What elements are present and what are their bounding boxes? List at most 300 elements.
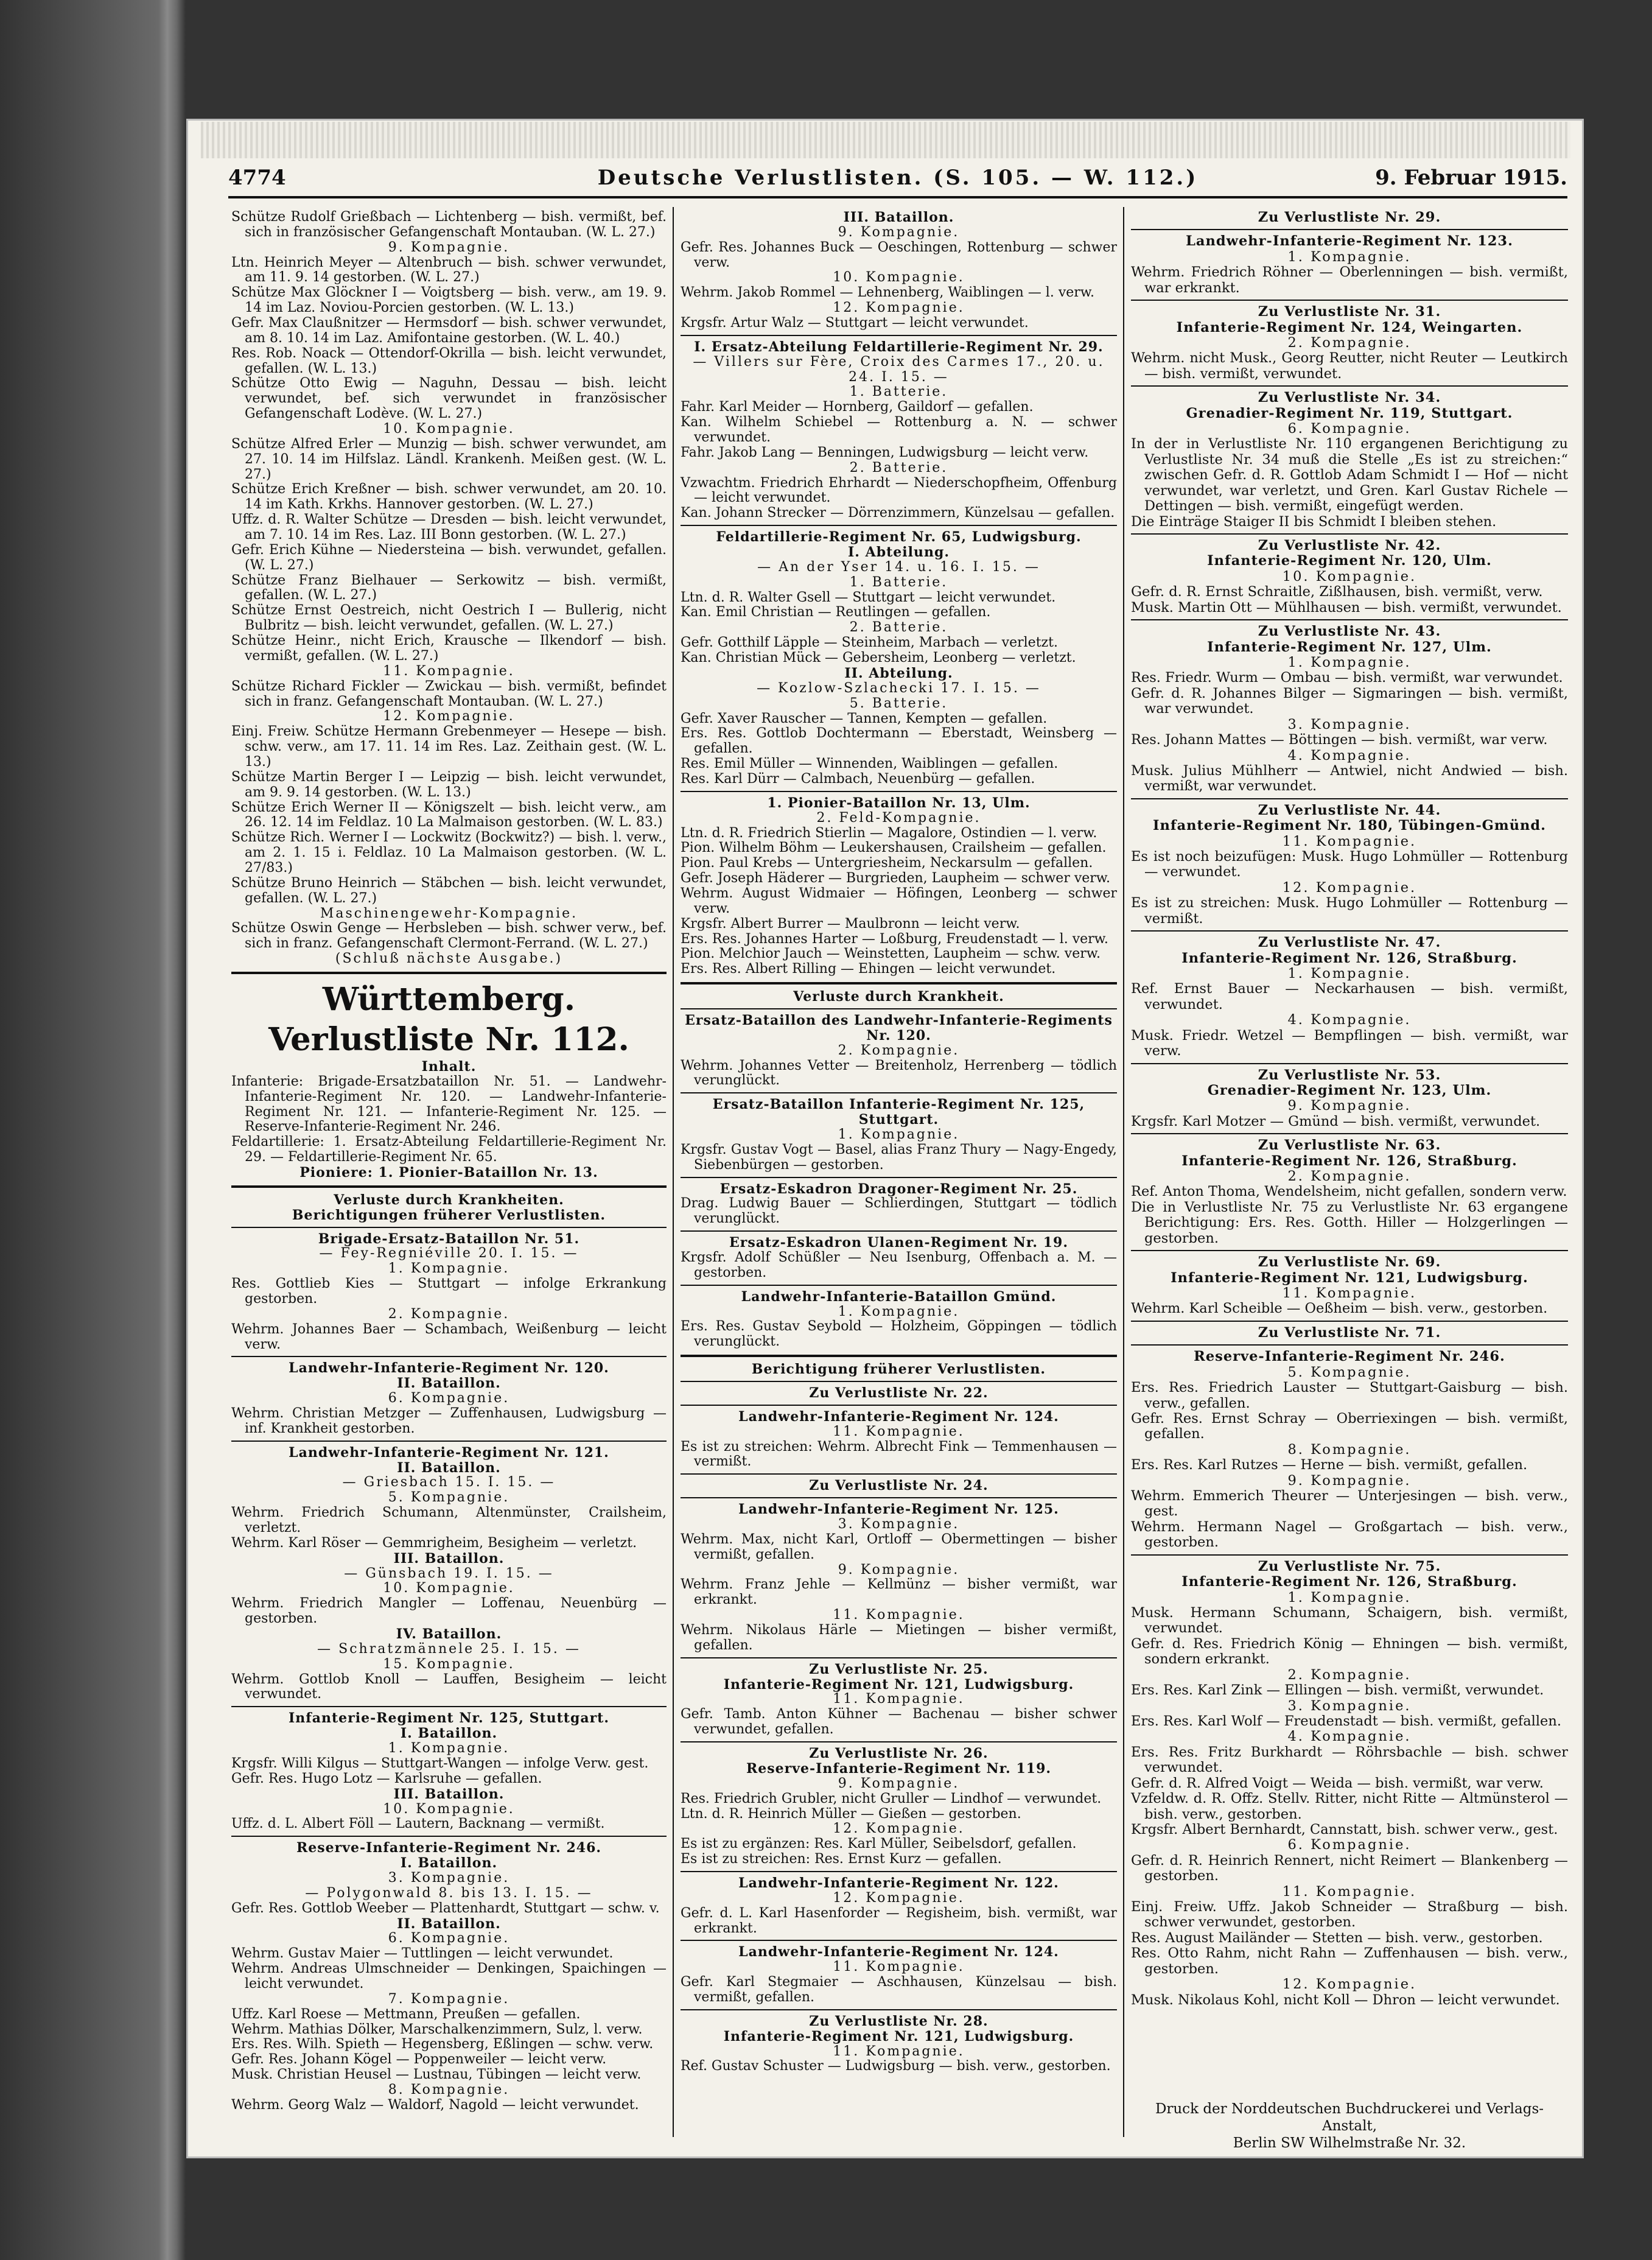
section-heading: 12. Kompagnie. — [833, 1821, 965, 1837]
section-heading: 7. Kompagnie. — [388, 1991, 510, 2007]
section-heading: 8. Kompagnie. — [388, 2082, 510, 2097]
section-heading: 1. Kompagnie. — [1287, 248, 1412, 265]
section-heading: Zu Verlustliste Nr. 47. — [1258, 935, 1441, 951]
section-heading: 2. Kompagnie. — [1287, 1666, 1412, 1683]
column-2 — [681, 210, 1117, 2074]
section-rule — [1131, 1321, 1568, 1322]
section-rule — [681, 2009, 1117, 2010]
casualty-entry: Krgsfr. Albert Burrer — Maulbronn — leicht verw. — [681, 916, 1020, 932]
section-rule — [681, 1177, 1117, 1178]
section-rule — [1131, 533, 1568, 535]
imprint-line-1: Druck der Norddeutschen Buchdruckerei und Verlags-Anstalt, — [1155, 2101, 1544, 2134]
casualty-entry: Wehrm. Jakob Rommel — Lehnenberg, Waiblingen — l. verw. — [681, 285, 1095, 301]
section-heading: 11. Kompagnie. — [1282, 833, 1417, 849]
section-heading: 6. Kompagnie. — [388, 1391, 510, 1406]
casualty-entry: Wehrm. nicht Musk., Georg Reutter, nicht Reuter — Leutkirch — bish. vermißt, verwundet. — [1131, 350, 1568, 382]
section-heading: 11. Kompagnie. — [1282, 1883, 1417, 1900]
casualty-entry: Es ist zu ergänzen: Res. Karl Müller, Seibelsdorf, gefallen. — [681, 1836, 1077, 1852]
casualty-entry: Gefr. d. Res. Friedrich König — Ehningen — bish. vermißt, sondern erkrankt. — [1131, 1635, 1568, 1668]
casualty-entry: Ltn. d. R. Friedrich Stierlin — Magalore, Ostindien — l. verw. — [681, 825, 1097, 841]
casualty-entry: Wehrm. Emmerich Theurer — Unterjesingen — bish. verw., gest. — [1131, 1488, 1568, 1520]
section-heading: II. Bataillon. — [397, 1915, 501, 1932]
casualty-entry: Krgsfr. Albert Bernhardt, Cannstatt, bish. schwer verw., gest. — [1131, 1821, 1558, 1837]
casualty-entry: Kan. Christian Mück — Gebersheim, Leonberg — verletzt. — [681, 650, 1076, 666]
section-heading: 12. Kompagnie. — [833, 300, 965, 316]
section-rule — [681, 982, 1117, 984]
section-rule — [1131, 1133, 1568, 1134]
section-heading: 9. Kompagnie. — [388, 239, 510, 255]
casualty-entry: Schütze Otto Ewig — Naguhn, Dessau — bish. leicht verwundet, bef. sich verwundet in französischer Gefangenschaft Lodève. (W. L. 27.) — [231, 376, 667, 422]
column-divider-2 — [1123, 207, 1124, 2137]
section-heading: 1. Batterie. — [849, 384, 948, 400]
section-heading: Zu Verlustliste Nr. 34. — [1258, 390, 1441, 406]
section-heading: 11. Kompagnie. — [383, 663, 515, 679]
casualty-entry: Fahr. Karl Meider — Hornberg, Gaildorf — gefallen. — [681, 399, 1034, 415]
section-heading: 6. Kompagnie. — [1287, 1837, 1412, 1853]
section-heading: Landwehr-Infanterie-Regiment Nr. 124. — [738, 1944, 1059, 1960]
section-rule — [1131, 229, 1568, 230]
publication-title: Deutsche Verlustlisten. (S. 105. — W. 112.) — [597, 166, 1199, 190]
section-heading: Infanterie-Regiment Nr. 121, Ludwigsburg. — [1171, 1269, 1528, 1286]
casualty-entry: Gefr. Tamb. Anton Kühner — Bachenau — bisher schwer verwundet, gefallen. — [681, 1707, 1117, 1738]
casualty-entry: Gefr. d. R. Alfred Voigt — Weida — bish. vermißt, war verw. — [1131, 1775, 1544, 1791]
section-rule — [681, 1497, 1117, 1498]
section-heading: 2. Kompagnie. — [838, 1042, 960, 1058]
section-heading: 4. Kompagnie. — [1287, 747, 1412, 763]
section-heading: I. Abteilung. — [848, 544, 950, 561]
section-heading: 2. Kompagnie. — [388, 1306, 510, 1322]
casualty-entry: Pion. Paul Krebs — Untergriesheim, Neckarsulm — gefallen. — [681, 855, 1093, 871]
casualty-entry: Wehrm. Franz Jehle — Kellmünz — bisher vermißt, war erkrankt. — [681, 1577, 1117, 1608]
casualty-entry: Wehrm. August Widmaier — Höfingen, Leonberg — schwer verw. — [681, 885, 1117, 916]
section-heading: 10. Kompagnie. — [1282, 568, 1417, 584]
section-rule — [681, 335, 1117, 336]
section-heading: 2. Batterie. — [849, 460, 948, 476]
section-rule — [681, 525, 1117, 526]
section-heading: III. Bataillon. — [393, 1550, 505, 1567]
section-rule — [231, 1706, 667, 1707]
list-title: Württemberg. Verlustliste Nr. 112. — [268, 980, 629, 1058]
section-heading: Verluste durch Krankheiten. — [334, 1191, 564, 1208]
casualty-entry: Schütze Erich Kreßner — bish. schwer verwundet, am 20. 10. 14 im Kath. Krkhs. Hannover gestorben. (W. L. 27.) — [231, 482, 667, 513]
section-heading: III. Bataillon. — [393, 1786, 505, 1802]
page-header — [228, 166, 1567, 195]
casualty-entry: Krgsfr. Adolf Schüßler — Neu Isenburg, Offenbach a. M. — gestorben. — [681, 1250, 1117, 1280]
section-heading: 12. Kompagnie. — [1282, 879, 1417, 896]
section-heading: — Günsbach 19. I. 15. — — [344, 1565, 554, 1581]
casualty-entry: Wehrm. Johannes Vetter — Breitenholz, Herrenberg — tödlich verunglückt. — [681, 1058, 1117, 1089]
casualty-entry: Einj. Freiw. Schütze Hermann Grebenmeyer — Hesepe — bish. schw. verw., am 17. 11. 14 im Res. Laz. Zeithain gest. (W. L. 13.) — [231, 724, 667, 770]
section-heading: — Schratzmännele 25. I. 15. — — [317, 1641, 581, 1657]
section-heading: 12. Kompagnie. — [1282, 1976, 1417, 1993]
casualty-entry: Uffz. d. R. Walter Schütze — Dresden — bish. leicht verwundet, am 7. 10. 14 im Res. Laz. III Bonn gestorben. (W. L. 27.) — [231, 512, 667, 543]
section-heading: Zu Verlustliste Nr. 42. — [1258, 538, 1441, 554]
casualty-entry: Gefr. Karl Stegmaier — Aschhausen, Künzelsau — bish. vermißt, gefallen. — [681, 1974, 1117, 2005]
section-heading: Infanterie-Regiment Nr. 126, Straßburg. — [1181, 1574, 1517, 1590]
section-rule — [681, 1230, 1117, 1232]
section-heading: — Fey-Regniéville 20. I. 15. — — [319, 1246, 579, 1262]
section-rule — [1131, 300, 1568, 301]
section-heading: Infanterie-Regiment Nr. 180, Tübingen-Gmünd. — [1153, 818, 1546, 834]
section-heading: II. Abteilung. — [844, 665, 953, 681]
casualty-entry: Res. Otto Rahm, nicht Rahn — Zuffenhausen — bish. verw., gestorben. — [1131, 1945, 1568, 1977]
section-heading: 1. Kompagnie. — [1287, 965, 1412, 981]
casualty-entry: Gefr. d. R. Heinrich Rennert, nicht Reimert — Blankenberg — gestorben. — [1131, 1852, 1568, 1884]
casualty-entry: Musk. Hermann Schumann, Schaigern, bish. vermißt, verwundet. — [1131, 1605, 1568, 1637]
casualty-entry: Kan. Wilhelm Schiebel — Rottenburg a. N. — schwer verwundet. — [681, 415, 1117, 446]
casualty-entry: Wehrm. Friedrich Mangler — Loffenau, Neuenbürg — gestorben. — [231, 1596, 667, 1627]
section-heading: — Kozlow-Szlachecki 17. I. 15. — — [757, 680, 1041, 696]
section-heading: — An der Yser 14. u. 16. I. 15. — — [757, 559, 1040, 575]
section-heading: Landwehr-Infanterie-Regiment Nr. 123. — [1186, 233, 1513, 250]
casualty-entry: Schütze Oswin Genge — Herbsleben — bish. schwer verw., bef. sich in franz. Gefangenschaft Clermont-Ferrand. (W. L. 27.) — [231, 921, 667, 952]
casualty-entry: Einj. Freiw. Uffz. Jakob Schneider — Straßburg — bish. schwer verwundet, gestorben. — [1131, 1899, 1568, 1931]
section-heading: 1. Kompagnie. — [388, 1261, 510, 1277]
section-heading: 3. Kompagnie. — [388, 1870, 510, 1886]
section-rule — [1131, 1554, 1568, 1556]
section-heading: IV. Bataillon. — [396, 1626, 502, 1643]
casualty-entry: Res. Friedrich Grubler, nicht Gruller — Lindhof — verwundet. — [681, 1791, 1102, 1806]
casualty-entry: Schütze Rudolf Grießbach — Lichtenberg — bish. vermißt, bef. sich in französischer Gefangenschaft Montauban. (W. L. 27.) — [231, 209, 667, 240]
casualty-entry: Vzwachtm. Friedrich Ehrhardt — Niederschopfheim, Offenburg — leicht verwundet. — [681, 475, 1117, 506]
casualty-entry: Gefr. Res. Hugo Lotz — Karlsruhe — gefallen. — [231, 1770, 542, 1786]
section-heading: Reserve-Infanterie-Regiment Nr. 119. — [746, 1760, 1052, 1777]
section-heading: Ersatz-Eskadron Dragoner-Regiment Nr. 25. — [719, 1181, 1078, 1197]
casualty-entry: Kan. Emil Christian — Reutlingen — gefallen. — [681, 605, 991, 620]
casualty-entry: Musk. Nikolaus Kohl, nicht Koll — Dhron — leicht verwundet. — [1131, 1992, 1560, 2008]
section-heading: 1. Kompagnie. — [838, 1126, 960, 1142]
casualty-entry: Ers. Res. Fritz Burkhardt — Röhrsbachle — bish. schwer verwundet. — [1131, 1744, 1568, 1776]
casualty-entry: Wehrm. Gottlob Knoll — Lauffen, Besigheim — leicht verwundet. — [231, 1671, 667, 1702]
section-heading: 9. Kompagnie. — [1287, 1472, 1412, 1489]
section-heading: Zu Verlustliste Nr. 28. — [809, 2013, 989, 2029]
section-heading: Maschinengewehr-Kompagnie. — [320, 905, 578, 921]
casualty-entry: Wehrm. Gustav Maier — Tuttlingen — leicht verwundet. — [231, 1946, 614, 1962]
section-rule — [681, 1473, 1117, 1475]
casualty-entry: Wehrm. Andreas Ulmschneider — Denkingen, Spaichingen — leicht verwundet. — [231, 1961, 667, 1992]
section-heading: 3. Kompagnie. — [838, 1517, 960, 1532]
casualty-entry: Res. Johann Mattes — Böttingen — bish. vermißt, war verw. — [1131, 732, 1548, 748]
section-heading: 10. Kompagnie. — [383, 1581, 515, 1596]
section-heading: 3. Kompagnie. — [1287, 1697, 1412, 1714]
issue-date: 9. Februar 1915. — [1375, 166, 1567, 190]
section-heading: 2. Kompagnie. — [1287, 334, 1412, 351]
section-rule — [1131, 798, 1568, 799]
casualty-entry: Krgsfr. Artur Walz — Stuttgart — leicht verwundet. — [681, 315, 1029, 331]
casualty-entry: Kan. Johann Strecker — Dörrenzimmern, Künzelsau — gefallen. — [681, 505, 1115, 521]
section-heading: — Griesbach 15. I. 15. — — [342, 1475, 556, 1490]
casualty-entry: Es ist zu streichen: Musk. Hugo Lohmüller — Rottenburg — vermißt. — [1131, 895, 1568, 927]
casualty-entry: Es ist zu streichen: Wehrm. Albrecht Fink — Temmenhausen — vermißt. — [681, 1439, 1117, 1470]
section-rule — [231, 1441, 667, 1442]
casualty-entry: Schütze Bruno Heinrich — Stäbchen — bish. leicht verwundet, gefallen. (W. L. 27.) — [231, 875, 667, 906]
column-1 — [231, 210, 667, 2113]
section-heading: Zu Verlustliste Nr. 43. — [1258, 623, 1441, 640]
casualty-entry: Res. Emil Müller — Winnenden, Waiblingen — gefallen. — [681, 756, 1059, 772]
section-heading: Zu Verlustliste Nr. 71. — [1258, 1324, 1441, 1341]
section-heading: 4. Kompagnie. — [1287, 1012, 1412, 1028]
section-heading: Landwehr-Infanterie-Regiment Nr. 122. — [738, 1875, 1059, 1891]
section-heading: 9. Kompagnie. — [838, 224, 960, 240]
section-heading: Zu Verlustliste Nr. 69. — [1258, 1254, 1441, 1271]
section-rule — [681, 1355, 1117, 1357]
casualty-entry: Wehrm. Georg Walz — Waldorf, Nagold — leicht verwundet. — [231, 2097, 639, 2113]
casualty-entry: Gefr. Max Claußnitzer — Hermsdorf — bish. schwer verwundet, am 8. 10. 14 im Laz. Amifontaine gestorben. (W. L. 40.) — [231, 315, 667, 346]
casualty-entry: Ltn. d. R. Heinrich Müller — Gießen — gestorben. — [681, 1806, 1021, 1822]
section-heading: Zu Verlustliste Nr. 25. — [809, 1661, 989, 1677]
section-rule — [1131, 1344, 1568, 1346]
casualty-entry: Schütze Alfred Erler — Munzig — bish. schwer verwundet, am 27. 10. 14 im Hilfslaz. Ländl. Krankenh. Meißen gest. (W. L. 27.) — [231, 436, 667, 482]
section-rule — [231, 1185, 667, 1188]
section-heading: Grenadier-Regiment Nr. 123, Ulm. — [1207, 1082, 1492, 1098]
section-heading: 6. Kompagnie. — [1287, 421, 1412, 437]
casualty-entry: Wehrm. Karl Röser — Gemmrigheim, Besigheim — verletzt. — [231, 1535, 637, 1551]
casualty-entry: Gefr. Joseph Häderer — Burgrieden, Laupheim — schwer verw. — [681, 871, 1111, 886]
section-rule — [1131, 930, 1568, 932]
casualty-entry: Res. August Mailänder — Stetten — bish. verw., gestorben. — [1131, 1929, 1543, 1946]
casualty-entry: Ers. Res. Wilh. Spieth — Hegensberg, Eßlingen — schw. verw. — [231, 2037, 654, 2052]
section-heading: I. Bataillon. — [400, 1855, 498, 1872]
casualty-entry: Ers. Res. Gustav Seybold — Holzheim, Göppingen — tödlich verunglückt. — [681, 1319, 1117, 1350]
section-rule — [681, 1285, 1117, 1286]
section-heading: 1. Batterie. — [849, 574, 948, 590]
casualty-entry: Pion. Wilhelm Böhm — Leukershausen, Crailsheim — gefallen. — [681, 840, 1107, 856]
section-rule — [681, 1871, 1117, 1872]
casualty-entry: Ref. Anton Thoma, Wendelsheim, nicht gefallen, sondern verw. — [1131, 1184, 1567, 1200]
section-heading: 2. Batterie. — [849, 620, 948, 636]
casualty-entry: Res. Friedr. Wurm — Ombau — bish. vermißt, war verwundet. — [1131, 670, 1563, 686]
section-heading: 15. Kompagnie. — [383, 1656, 515, 1672]
casualty-entry: Uffz. Karl Roese — Mettmann, Preußen — gefallen. — [231, 2006, 581, 2022]
section-heading: 9. Kompagnie. — [838, 1775, 960, 1791]
section-rule — [681, 1008, 1117, 1009]
section-heading: 2. Kompagnie. — [1287, 1168, 1412, 1185]
section-heading: Ersatz-Bataillon Infanterie-Regiment Nr. 125, Stuttgart. — [712, 1097, 1085, 1128]
section-heading: 10. Kompagnie. — [383, 1801, 515, 1817]
casualty-entry: Gefr. Res. Ernst Schray — Oberriexingen — bish. vermißt, gefallen. — [1131, 1410, 1568, 1442]
section-rule — [681, 1657, 1117, 1658]
section-heading: Infanterie-Regiment Nr. 126, Straßburg. — [1181, 1153, 1517, 1169]
casualty-entry: Krgsfr. Karl Motzer — Gmünd — bish. vermißt, verwundet. — [1131, 1113, 1541, 1129]
section-heading: Infanterie-Regiment Nr. 125, Stuttgart. — [288, 1710, 609, 1727]
section-heading: Feldartillerie-Regiment Nr. 65, Ludwigsburg. — [716, 529, 1082, 546]
section-heading: Grenadier-Regiment Nr. 119, Stuttgart. — [1186, 405, 1513, 421]
casualty-entry: Ref. Gustav Schuster — Ludwigsburg — bish. verw., gestorben. — [681, 2058, 1111, 2074]
section-heading: 5. Kompagnie. — [1287, 1364, 1412, 1380]
casualty-entry: Gefr. d. L. Karl Hasenforder — Regisheim, bish. vermißt, war erkrankt. — [681, 1905, 1117, 1936]
section-rule — [231, 1836, 667, 1837]
casualty-entry: Drag. Ludwig Bauer — Schlierdingen, Stuttgart — tödlich verunglückt. — [681, 1196, 1117, 1227]
casualty-entry: Wehrm. Friedrich Röhner — Oberlenningen — bish. vermißt, war erkrankt. — [1131, 264, 1568, 296]
casualty-entry: Ers. Res. Friedrich Lauster — Stuttgart-Gaisburg — bish. verw., gefallen. — [1131, 1380, 1568, 1411]
section-heading: 5. Batterie. — [849, 695, 948, 711]
section-heading: Zu Verlustliste Nr. 53. — [1258, 1067, 1441, 1083]
imprint-line-2: Berlin SW Wilhelmstraße Nr. 32. — [1233, 2135, 1466, 2151]
section-heading: Inhalt. — [421, 1058, 477, 1075]
section-heading: 12. Kompagnie. — [383, 709, 515, 725]
section-heading: Zu Verlustliste Nr. 29. — [1258, 209, 1441, 225]
section-heading: 10. Kompagnie. — [833, 270, 965, 286]
casualty-entry: Gefr. Gotthilf Läpple — Steinheim, Marbach — verletzt. — [681, 635, 1058, 651]
casualty-entry: Pion. Melchior Jauch — Weinstetten, Laupheim — schw. verw. — [681, 946, 1101, 962]
section-rule — [231, 972, 667, 974]
casualty-entry: Res. Karl Dürr — Calmbach, Neuenbürg — gefallen. — [681, 771, 1035, 787]
section-rule — [1131, 619, 1568, 620]
section-heading: Berichtigung früherer Verlustlisten. — [751, 1361, 1046, 1378]
section-heading: Infanterie-Regiment Nr. 124, Weingarten. — [1176, 319, 1523, 335]
section-heading: Landwehr-Infanterie-Regiment Nr. 121. — [289, 1444, 609, 1461]
section-heading: Ersatz-Bataillon des Landwehr-Infanterie-Regiments Nr. 120. — [685, 1012, 1113, 1044]
casualty-entry: Krgsfr. Willi Kilgus — Stuttgart-Wangen — infolge Verw. gest. — [231, 1755, 649, 1771]
section-heading: 9. Kompagnie. — [1287, 1098, 1412, 1114]
section-heading: Zu Verlustliste Nr. 31. — [1258, 304, 1441, 320]
section-heading: Zu Verlustliste Nr. 26. — [809, 1746, 989, 1762]
casualty-entry: Ers. Res. Gottlob Dochtermann — Eberstadt, Weinsberg — gefallen. — [681, 726, 1117, 757]
imprint — [1131, 2100, 1568, 2152]
casualty-entry: Ers. Res. Johannes Harter — Loßburg, Freudenstadt — l. verw. — [681, 931, 1108, 947]
casualty-entry: Die Einträge Staiger II bis Schmidt I bleiben stehen. — [1131, 513, 1497, 530]
casualty-entry: Res. Rob. Noack — Ottendorf-Okrilla — bish. leicht verwundet, gefallen. (W. L. 13.) — [231, 345, 667, 376]
casualty-entry: Schütze Richard Fickler — Zwickau — bish. vermißt, befindet sich in franz. Gefangenschaft Montauban. (W. L. 27.) — [231, 678, 667, 709]
casualty-entry: Gefr. Res. Johann Kögel — Poppenweiler — leicht verw. — [231, 2052, 607, 2068]
section-heading: 9. Kompagnie. — [838, 1562, 960, 1577]
casualty-entry: Gefr. d. R. Ernst Schraitle, Zißlhausen, bish. vermißt, verw. — [1131, 584, 1543, 600]
section-heading: Zu Verlustliste Nr. 22. — [809, 1385, 989, 1402]
casualty-entry: Schütze Ernst Oestreich, nicht Oestrich I — Bullerig, nicht Bulbritz — bish. leicht verwundet, gefallen. (W. L. 27.) — [231, 603, 667, 634]
section-heading: Berichtigungen früherer Verlustlisten. — [292, 1207, 606, 1223]
casualty-entry: Musk. Friedr. Wetzel — Bempflingen — bish. vermißt, war verw. — [1131, 1027, 1568, 1059]
casualty-entry: Ers. Res. Karl Rutzes — Herne — bish. vermißt, gefallen. — [1131, 1457, 1528, 1473]
section-heading: — Villers sur Fère, Croix des Carmes 17., 20. u. 24. I. 15. — — [693, 354, 1105, 385]
section-heading: Landwehr-Infanterie-Regiment Nr. 125. — [738, 1501, 1059, 1518]
section-rule — [681, 1381, 1117, 1382]
section-rule — [1131, 385, 1568, 387]
section-heading: Landwehr-Infanterie-Regiment Nr. 124. — [738, 1408, 1059, 1425]
section-heading: 11. Kompagnie. — [1282, 1285, 1417, 1301]
casualty-entry: Gefr. Xaver Rauscher — Tannen, Kempten — gefallen. — [681, 711, 1048, 726]
section-heading: 1. Pionier-Bataillon Nr. 13, Ulm. — [767, 795, 1031, 811]
section-heading: Pioniere: 1. Pionier-Bataillon Nr. 13. — [299, 1164, 598, 1181]
section-heading: 10. Kompagnie. — [383, 421, 515, 437]
page-number: 4774 — [228, 166, 286, 190]
casualty-entry: Die in Verlustliste Nr. 75 zu Verlustliste Nr. 63 ergangene Berichtigung: Ers. Res. Gotth. Hiller — Holzgerlingen — gestorben. — [1131, 1199, 1568, 1246]
section-heading: Zu Verlustliste Nr. 75. — [1258, 1558, 1441, 1574]
section-rule — [1131, 1063, 1568, 1064]
section-heading: Infanterie-Regiment Nr. 127, Ulm. — [1207, 639, 1492, 655]
section-heading: Reserve-Infanterie-Regiment Nr. 246. — [296, 1840, 602, 1856]
section-heading: I. Bataillon. — [400, 1725, 498, 1742]
casualty-entry: Schütze Rich. Werner I — Lockwitz (Bockwitz?) — bish. l. verw., am 2. 1. 15 i. Feldlaz. 10 La Malmaison gestorben. (W. L. 27/83.) — [231, 830, 667, 876]
column-divider-1 — [673, 207, 674, 2137]
casualty-entry: Feldartillerie: 1. Ersatz-Abteilung Feldartillerie-Regiment Nr. 29. — Feldartillerie-Regiment Nr. 65. — [231, 1134, 667, 1165]
section-heading: Brigade-Ersatz-Bataillon Nr. 51. — [318, 1230, 580, 1247]
casualty-entry: Ltn. Heinrich Meyer — Altenbruch — bish. schwer verwundet, am 11. 9. 14 gestorben. (W. L. 27.) — [231, 254, 667, 286]
casualty-entry: Musk. Martin Ott — Mühlhausen — bish. vermißt, verwundet. — [1131, 599, 1562, 616]
section-rule — [681, 1092, 1117, 1093]
section-heading: Verluste durch Krankheit. — [793, 989, 1004, 1005]
casualty-entry: Gefr. Res. Johannes Buck — Oeschingen, Rottenburg — schwer verw. — [681, 239, 1117, 270]
casualty-entry: In der in Verlustliste Nr. 110 ergangenen Berichtigung zu Verlustliste Nr. 34 muß die Stelle „Es ist zu streichen:“ zwischen Gefr. d. R. Gottlob Adam Schmidt I — Hof — nicht verwundet, war verletzt, und Gren. Karl Gustav Richele — Dettingen — bish. vermißt, eingefügt werden. — [1131, 436, 1568, 514]
casualty-entry: Wehrm. Mathias Dölker, Marschalkenzimmern, Sulz, l. verw. — [231, 2021, 643, 2037]
section-heading: 6. Kompagnie. — [388, 1931, 510, 1946]
section-heading: 11. Kompagnie. — [833, 1691, 965, 1707]
casualty-entry: Musk. Christian Heusel — Lustnau, Tübingen — leicht verw. — [231, 2067, 642, 2083]
section-heading: 11. Kompagnie. — [833, 1423, 965, 1439]
casualty-entry: Ers. Res. Albert Rilling — Ehingen — leicht verwundet. — [681, 961, 1056, 977]
section-heading: 5. Kompagnie. — [388, 1490, 510, 1506]
section-rule — [231, 1227, 667, 1228]
casualty-entry: Fahr. Jakob Lang — Benningen, Ludwigsburg — leicht verw. — [681, 444, 1089, 460]
section-heading: I. Ersatz-Abteilung Feldartillerie-Regiment Nr. 29. — [694, 339, 1104, 355]
casualty-entry: Krgsfr. Gustav Vogt — Basel, alias Franz Thury — Nagy-Engedy, Siebenbürgen — gestorben. — [681, 1142, 1117, 1173]
casualty-entry: Wehrm. Nikolaus Härle — Mietingen — bisher vermißt, gefallen. — [681, 1623, 1117, 1653]
section-rule — [1131, 1250, 1568, 1251]
column-3 — [1131, 210, 1568, 2008]
casualty-entry: Res. Gottlieb Kies — Stuttgart — infolge Erkrankung gestorben. — [231, 1276, 667, 1307]
section-heading: 3. Kompagnie. — [1287, 716, 1412, 732]
section-heading: 1. Kompagnie. — [838, 1304, 960, 1319]
section-rule — [681, 1940, 1117, 1941]
casualty-entry: Wehrm. Karl Scheible — Oeßheim — bish. verw., gestorben. — [1131, 1300, 1548, 1317]
section-heading: Ersatz-Eskadron Ulanen-Regiment Nr. 19. — [729, 1235, 1069, 1251]
casualty-entry: Schütze Martin Berger I — Leipzig — bish. leicht verwundet, am 9. 9. 14 gestorben. (W. L. 13.) — [231, 769, 667, 800]
section-heading: Landwehr-Infanterie-Regiment Nr. 120. — [289, 1360, 609, 1377]
section-heading: II. Bataillon. — [397, 1375, 501, 1392]
section-heading: 1. Kompagnie. — [1287, 1589, 1412, 1606]
casualty-entry: Gefr. d. R. Johannes Bilger — Sigmaringen — bish. vermißt, war verwundet. — [1131, 685, 1568, 717]
casualty-entry: Gefr. Res. Gottlob Weeber — Plattenhardt, Stuttgart — schw. v. — [231, 1900, 660, 1916]
section-heading: 1. Kompagnie. — [1287, 654, 1412, 670]
section-heading: 2. Feld-Kompagnie. — [816, 810, 981, 826]
section-heading: Infanterie-Regiment Nr. 126, Straßburg. — [1181, 950, 1517, 966]
scan-edge-strip — [201, 122, 1570, 158]
section-heading: 8. Kompagnie. — [1287, 1441, 1412, 1458]
section-heading: (Schluß nächste Ausgabe.) — [335, 951, 563, 967]
section-heading: 1. Kompagnie. — [388, 1741, 510, 1756]
section-heading: Reserve-Infanterie-Regiment Nr. 246. — [1194, 1349, 1505, 1365]
casualty-entry: Schütze Franz Bielhauer — Serkowitz — bish. vermißt, gefallen. (W. L. 27.) — [231, 572, 667, 603]
casualty-entry: Vzfeldw. d. R. Offz. Stellv. Ritter, nicht Ritte — Altmünsterol — bish. verw., gestorben. — [1131, 1791, 1568, 1822]
casualty-entry: Es ist zu streichen: Res. Ernst Kurz — gefallen. — [681, 1851, 1002, 1867]
section-heading: 4. Kompagnie. — [1287, 1728, 1412, 1745]
section-rule — [681, 791, 1117, 792]
casualty-entry: Wehrm. Johannes Baer — Schambach, Weißenburg — leicht verw. — [231, 1321, 667, 1352]
section-rule — [681, 1741, 1117, 1742]
section-heading: 12. Kompagnie. — [833, 1890, 965, 1906]
section-heading: III. Bataillon. — [843, 209, 954, 225]
section-heading: Zu Verlustliste Nr. 63. — [1258, 1137, 1441, 1154]
section-rule — [231, 1356, 667, 1357]
casualty-entry: Ref. Ernst Bauer — Neckarhausen — bish. vermißt, verwundet. — [1131, 981, 1568, 1012]
section-heading: Zu Verlustliste Nr. 44. — [1258, 802, 1441, 818]
section-heading: 11. Kompagnie. — [833, 2043, 965, 2059]
section-heading: Infanterie-Regiment Nr. 121, Ludwigsburg. — [723, 1676, 1074, 1693]
casualty-entry: Schütze Max Glöckner I — Voigtsberg — bish. verw., am 19. 9. 14 im Laz. Noviou-Porcien gestorben. (W. L. 13.) — [231, 285, 667, 316]
casualty-entry: Ltn. d. R. Walter Gsell — Stuttgart — leicht verwundet. — [681, 589, 1056, 605]
casualty-entry: Es ist noch beizufügen: Musk. Hugo Lohmüller — Rottenburg — verwundet. — [1131, 849, 1568, 880]
section-heading: — Polygonwald 8. bis 13. I. 15. — — [305, 1885, 593, 1901]
casualty-entry: Infanterie: Brigade-Ersatzbataillon Nr. 51. — Landwehr-Infanterie-Regiment Nr. 120. — Landwehr-Infanterie-Regiment Nr. 121. — Infanterie-Regiment Nr. 125. — Reserve-Infanterie-Regiment Nr. 246. — [231, 1073, 667, 1135]
casualty-entry: Musk. Julius Mühlherr — Antwiel, nicht Andwied — bish. vermißt, war verwundet. — [1131, 762, 1568, 795]
casualty-entry: Schütze Heinr., nicht Erich, Krausche — Ilkendorf — bish. vermißt, gefallen. (W. L. 27.) — [231, 633, 667, 664]
casualty-entry: Schütze Erich Werner II — Königszelt — bish. leicht verw., am 26. 12. 14 im Feldlaz. 10 La Malmaison gestorben. (W. L. 83.) — [231, 799, 667, 830]
section-heading: 11. Kompagnie. — [833, 1959, 965, 1975]
section-heading: Infanterie-Regiment Nr. 121, Ludwigsburg. — [723, 2028, 1074, 2044]
section-heading: Infanterie-Regiment Nr. 120, Ulm. — [1207, 553, 1492, 569]
header-rule — [228, 196, 1567, 198]
section-heading: Landwehr-Infanterie-Bataillon Gmünd. — [741, 1288, 1057, 1305]
section-rule — [681, 1405, 1117, 1406]
